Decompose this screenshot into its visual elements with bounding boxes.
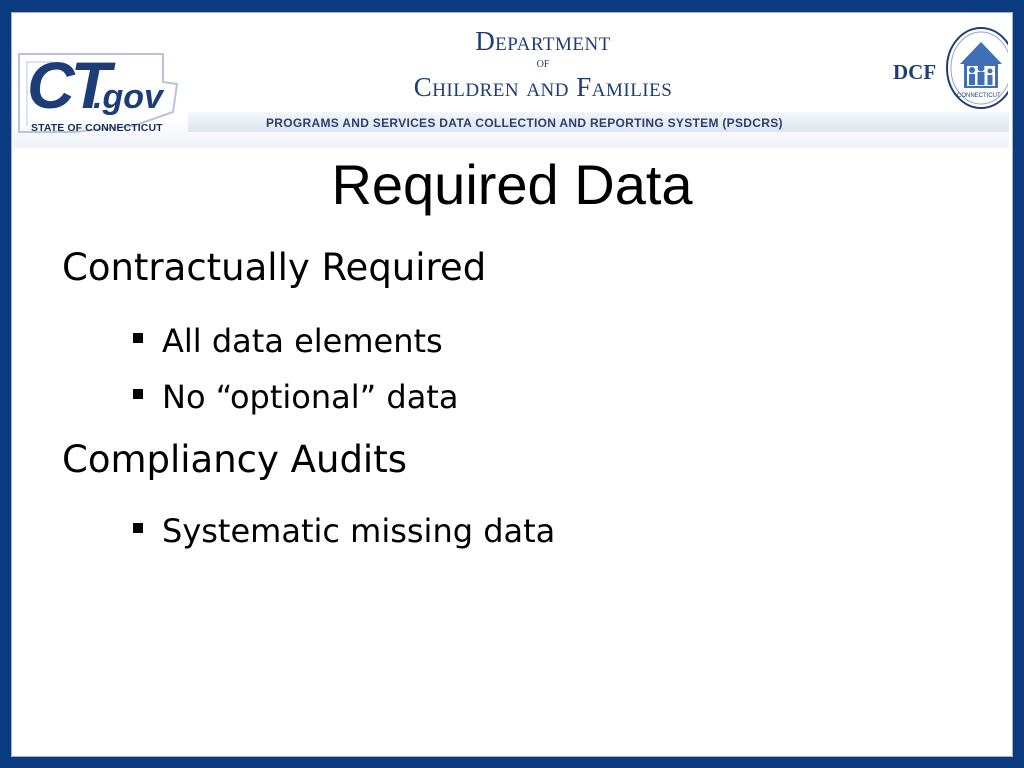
square-bullet-icon [133,333,143,343]
svg-text:CT: CT [27,48,107,122]
square-bullet-icon [133,389,143,399]
bullet-text: All data elements [162,322,443,360]
state-of-connecticut-label: STATE OF CONNECTICUT [31,122,163,134]
dcf-logo-text: DCF [893,60,937,84]
dept-title-line1: Department [475,26,611,56]
department-title [363,26,723,102]
bullet-item [133,512,555,550]
header-banner [13,14,1009,148]
slide-title: Required Data [331,153,693,216]
system-name-label: PROGRAMS AND SERVICES DATA COLLECTION AND REPORTING SYSTEM (PSDCRS) [266,116,783,130]
ctgov-logo [13,14,185,148]
dept-title-line3: Children and Families [413,72,673,102]
dcf-logo-subtext: CONNECTICUT [957,93,1001,99]
bullet-text: Systematic missing data [162,512,556,550]
bullet-text: No “optional” data [162,378,459,416]
bullet-item [133,322,443,360]
bullet-item [133,378,458,416]
dept-title-line2: of [536,56,550,71]
svg-text:.gov: .gov [93,78,163,116]
section-heading-compliancy: Compliancy Audits [62,438,407,481]
section-heading-contractual: Contractually Required [62,246,487,289]
square-bullet-icon [133,523,143,533]
